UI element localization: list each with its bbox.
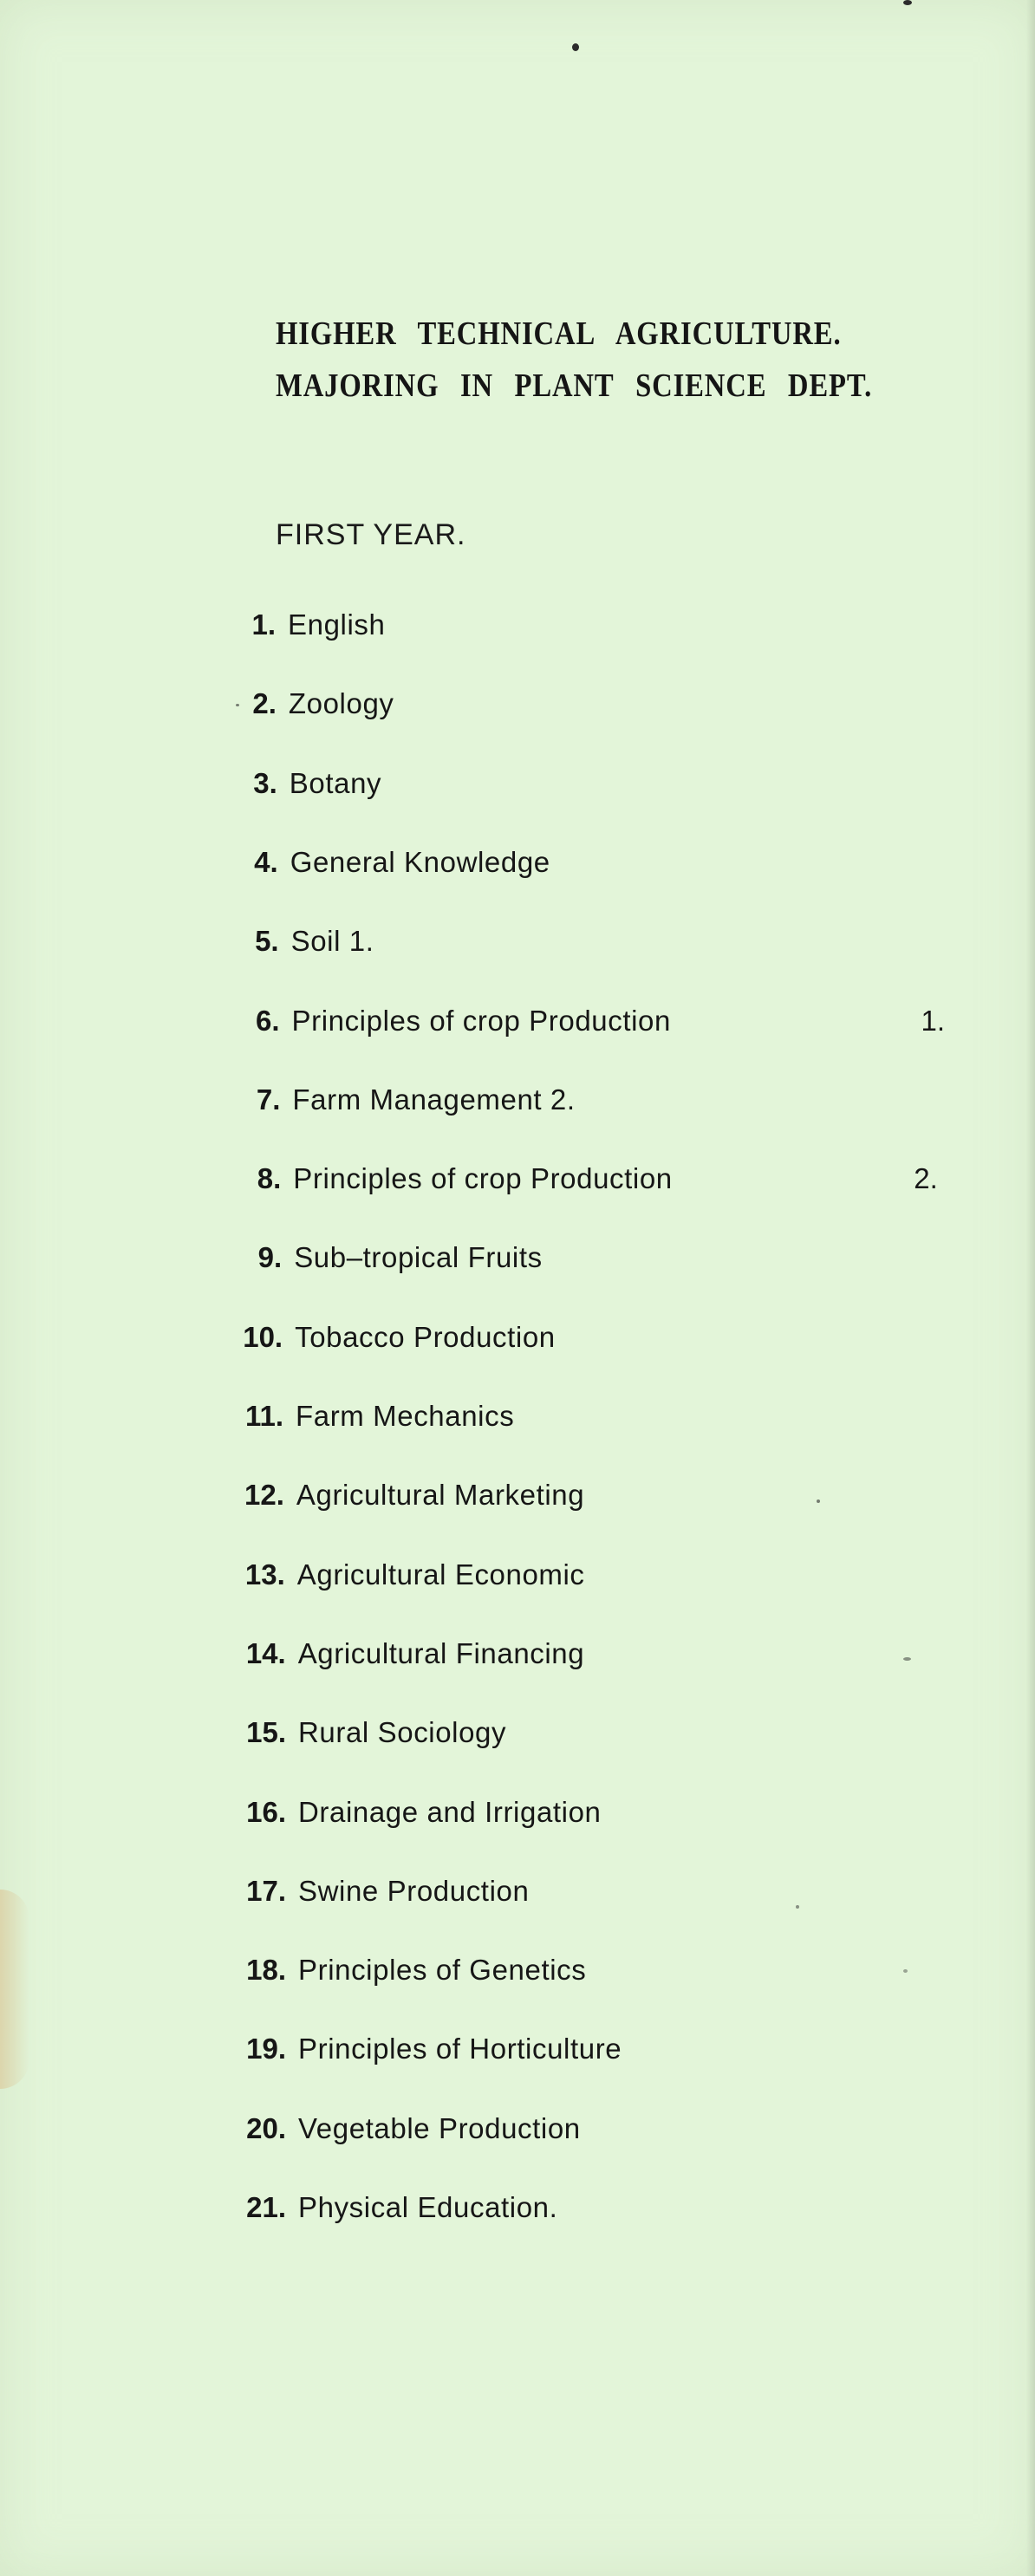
course-name: Agricultural Financing	[297, 1637, 585, 1669]
course-name: General Knowledge	[290, 846, 550, 878]
course-number: 15.	[246, 1716, 286, 1748]
course-name: Swine Production	[298, 1875, 530, 1907]
ink-speck	[572, 43, 579, 51]
course-item	[205, 687, 394, 720]
ink-speck	[817, 1499, 820, 1503]
ink-speck	[903, 1969, 908, 1973]
course-name: Principles of crop Production	[291, 1005, 671, 1037]
course-number: 4.	[254, 846, 278, 878]
course-part-number: 2.	[914, 1162, 938, 1194]
heading-word: MAJORING	[276, 368, 439, 404]
course-part-number: 1.	[921, 1005, 946, 1037]
course-number: 7.	[256, 1083, 281, 1116]
ink-speck	[796, 1905, 799, 1909]
ink-speck	[903, 1657, 911, 1661]
course-name: Physical Education.	[298, 2191, 558, 2223]
course-item	[209, 1005, 946, 1038]
course-number: 6.	[255, 1005, 280, 1037]
course-name: Agricultural Marketing	[296, 1479, 585, 1511]
course-item	[206, 767, 381, 800]
heading-word: PLANT	[514, 368, 615, 404]
document-heading	[276, 308, 872, 412]
course-item	[207, 846, 550, 879]
ink-speck	[236, 704, 239, 706]
course-number: 14.	[245, 1637, 286, 1669]
heading-word: IN	[459, 368, 493, 404]
course-number: 10.	[243, 1321, 283, 1353]
course-name: Botany	[289, 767, 382, 799]
course-number: 5.	[255, 925, 279, 957]
heading-word: AGRICULTURE.	[615, 315, 842, 352]
course-name: Sub–tropical Fruits	[294, 1241, 543, 1273]
course-number: 8.	[257, 1162, 282, 1194]
course-name: English	[288, 608, 386, 641]
course-number: 20.	[246, 2112, 286, 2144]
course-name: Principles of crop Production	[293, 1162, 673, 1194]
course-number: 11.	[244, 1400, 283, 1432]
course-number: 17.	[246, 1875, 286, 1907]
course-item	[215, 1875, 529, 1908]
course-number: 1.	[251, 608, 276, 641]
course-number: 16.	[246, 1796, 286, 1828]
course-item	[211, 1241, 543, 1274]
paper-edge	[1026, 0, 1035, 2576]
course-number: 18.	[246, 1954, 286, 1986]
heading-line-1	[276, 308, 872, 360]
course-item	[212, 1400, 514, 1433]
course-item	[215, 1796, 602, 1829]
course-item	[215, 1637, 585, 1670]
course-name: Drainage and Irrigation	[298, 1796, 602, 1828]
course-item	[215, 2033, 622, 2065]
course-name: Vegetable Production	[298, 2112, 581, 2144]
course-name: Tobacco Production	[295, 1321, 556, 1353]
course-name: Soil 1.	[290, 925, 374, 957]
heading-line-2	[276, 360, 872, 412]
course-name: Zoology	[288, 687, 394, 719]
course-name: Principles of Horticulture	[298, 2033, 622, 2065]
course-name: Farm Management 2.	[292, 1083, 576, 1116]
paper-stain	[0, 1890, 29, 2089]
course-name: Rural Sociology	[298, 1716, 507, 1748]
course-number: 12.	[244, 1479, 284, 1511]
heading-word: DEPT.	[787, 368, 873, 404]
course-name: Agricultural Economic	[296, 1558, 585, 1590]
heading-word: SCIENCE	[635, 368, 767, 404]
course-number: 21.	[246, 2191, 286, 2223]
course-name: Farm Mechanics	[296, 1400, 515, 1432]
section-title: FIRST YEAR.	[276, 518, 466, 551]
course-number: 3.	[253, 767, 277, 799]
course-number: 2.	[252, 687, 277, 719]
course-item	[205, 608, 385, 641]
course-name: Principles of Genetics	[298, 1954, 587, 1986]
course-number: 9.	[257, 1241, 283, 1273]
heading-word: HIGHER	[276, 315, 397, 352]
course-item	[210, 1162, 938, 1195]
heading-word: TECHNICAL	[417, 315, 596, 352]
course-item	[213, 1479, 584, 1512]
course-item	[215, 1954, 586, 1987]
course-item	[208, 925, 374, 958]
course-item	[209, 1083, 575, 1116]
course-item	[215, 1716, 506, 1749]
course-item	[214, 1558, 585, 1591]
course-item	[212, 1321, 556, 1354]
course-item	[215, 2191, 557, 2224]
course-number: 19.	[246, 2033, 286, 2065]
course-item	[215, 2112, 581, 2145]
ink-speck	[903, 0, 912, 5]
course-number: 13.	[244, 1558, 285, 1590]
